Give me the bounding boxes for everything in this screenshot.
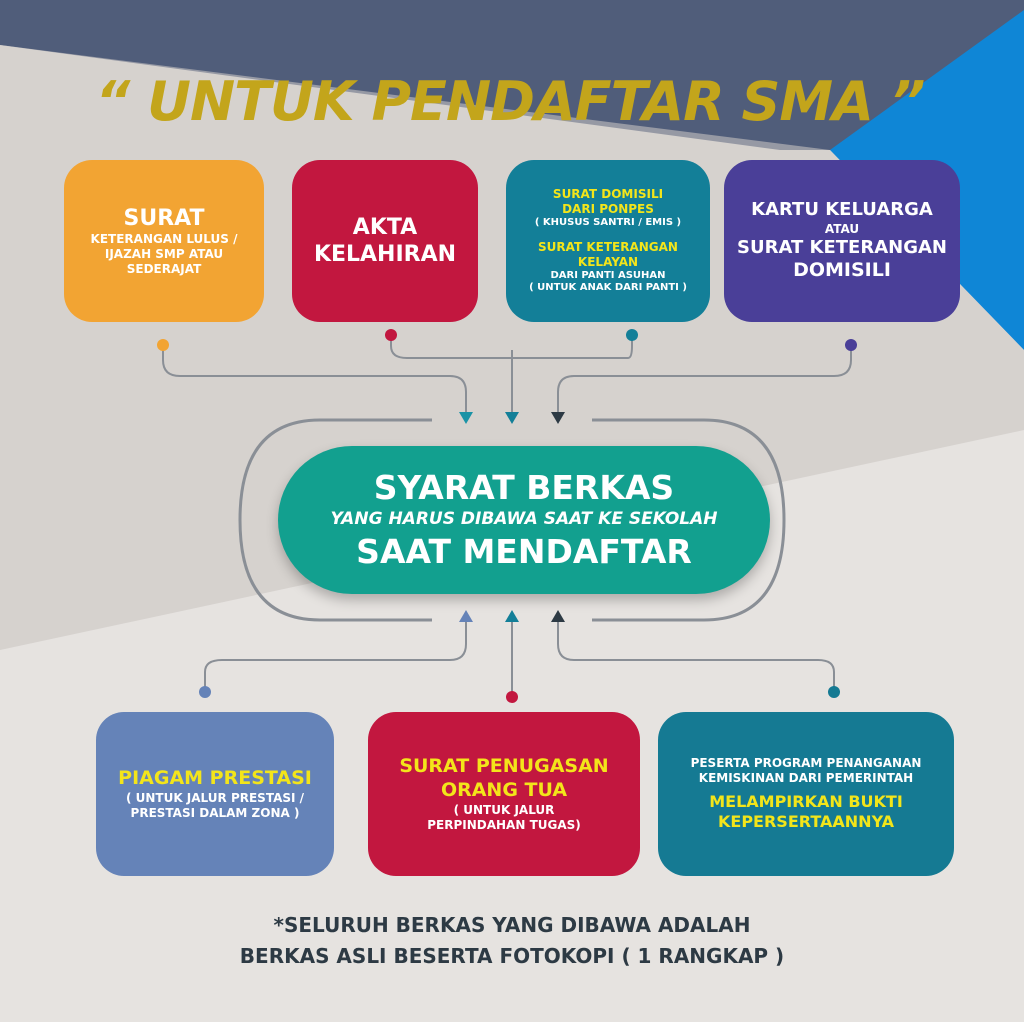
box-piagam-prestasi: [96, 712, 334, 876]
connector-b7: [558, 622, 834, 692]
connector-dot: [157, 339, 169, 351]
center-title: SYARAT BERKAS: [373, 468, 675, 508]
box-surat-keterangan-lulus: [64, 160, 264, 322]
box-heading: DARI PONPES: [562, 202, 654, 217]
arrow-head: [505, 412, 519, 424]
box-kartu-keluarga: [724, 160, 960, 322]
box-program-kemiskinan: [658, 712, 954, 876]
box-text: PERPINDAHAN TUGAS): [427, 817, 581, 832]
arrow-head: [505, 610, 519, 622]
box-heading: AKTA: [352, 214, 418, 240]
footer-line: BERKAS ASLI BESERTA FOTOKOPI ( 1 RANGKAP ): [239, 944, 785, 968]
box-surat-domisili-ponpes: [506, 160, 710, 322]
page-title: “ UNTUK PENDAFTAR SMA ”: [95, 70, 925, 133]
box-text: ATAU: [824, 221, 860, 236]
arrow-head: [551, 412, 565, 424]
connector-b1: [163, 345, 466, 412]
connector-dot: [385, 329, 397, 341]
footer-line: *SELURUH BERKAS YANG DIBAWA ADALAH: [273, 913, 751, 937]
box-text: SEDERAJAT: [126, 262, 202, 277]
box-text: KETERANGAN LULUS /: [90, 232, 238, 247]
box-heading: DOMISILI: [793, 259, 891, 282]
arrow-head: [551, 610, 565, 622]
connector-dot: [828, 686, 840, 698]
box-heading: SURAT KETERANGAN: [737, 236, 947, 258]
connector-dot: [199, 686, 211, 698]
box-text: ( UNTUK ANAK DARI PANTI ): [529, 282, 687, 294]
box-akta-kelahiran: [292, 160, 478, 322]
box-heading: KELAHIRAN: [313, 242, 457, 267]
box-text: PESERTA PROGRAM PENANGANAN: [690, 756, 922, 770]
box-text: DARI PANTI ASUHAN: [550, 269, 666, 281]
connector-b5: [205, 622, 466, 692]
center-requirements-pill: [278, 446, 770, 594]
box-heading: SURAT: [123, 205, 205, 231]
connector-dot: [845, 339, 857, 351]
center-subtitle: YANG HARUS DIBAWA SAAT KE SEKOLAH: [330, 509, 718, 530]
connector-dot: [626, 329, 638, 341]
box-text: ( UNTUK JALUR PRESTASI /: [125, 790, 305, 805]
box-heading: KELAYAN: [577, 254, 639, 269]
box-text: IJAZAH SMP ATAU: [104, 247, 224, 262]
box-heading: KARTU KELUARGA: [751, 199, 933, 221]
box-heading: SURAT PENUGASAN: [399, 755, 609, 778]
center-title-2: SAAT MENDAFTAR: [356, 531, 692, 571]
box-text: ( KHUSUS SANTRI / EMIS ): [534, 217, 682, 229]
box-heading: ORANG TUA: [440, 779, 568, 801]
box-heading: PIAGAM PRESTASI: [118, 767, 312, 790]
arrow-head: [459, 610, 473, 622]
box-heading: SURAT DOMISILI: [552, 187, 664, 202]
box-heading: MELAMPIRKAN BUKTI: [709, 792, 903, 811]
footer-note: [100, 910, 924, 972]
arrow-head: [459, 412, 473, 424]
connector-b4: [558, 345, 851, 412]
box-text: KEMISKINAN DARI PEMERINTAH: [698, 771, 914, 785]
box-heading: KEPERSERTAANNYA: [717, 812, 894, 831]
connector-dot: [506, 691, 518, 703]
box-surat-penugasan: [368, 712, 640, 876]
box-text: PRESTASI DALAM ZONA ): [130, 805, 300, 820]
box-text: ( UNTUK JALUR: [453, 802, 555, 817]
box-heading: SURAT KETERANGAN: [538, 239, 678, 254]
